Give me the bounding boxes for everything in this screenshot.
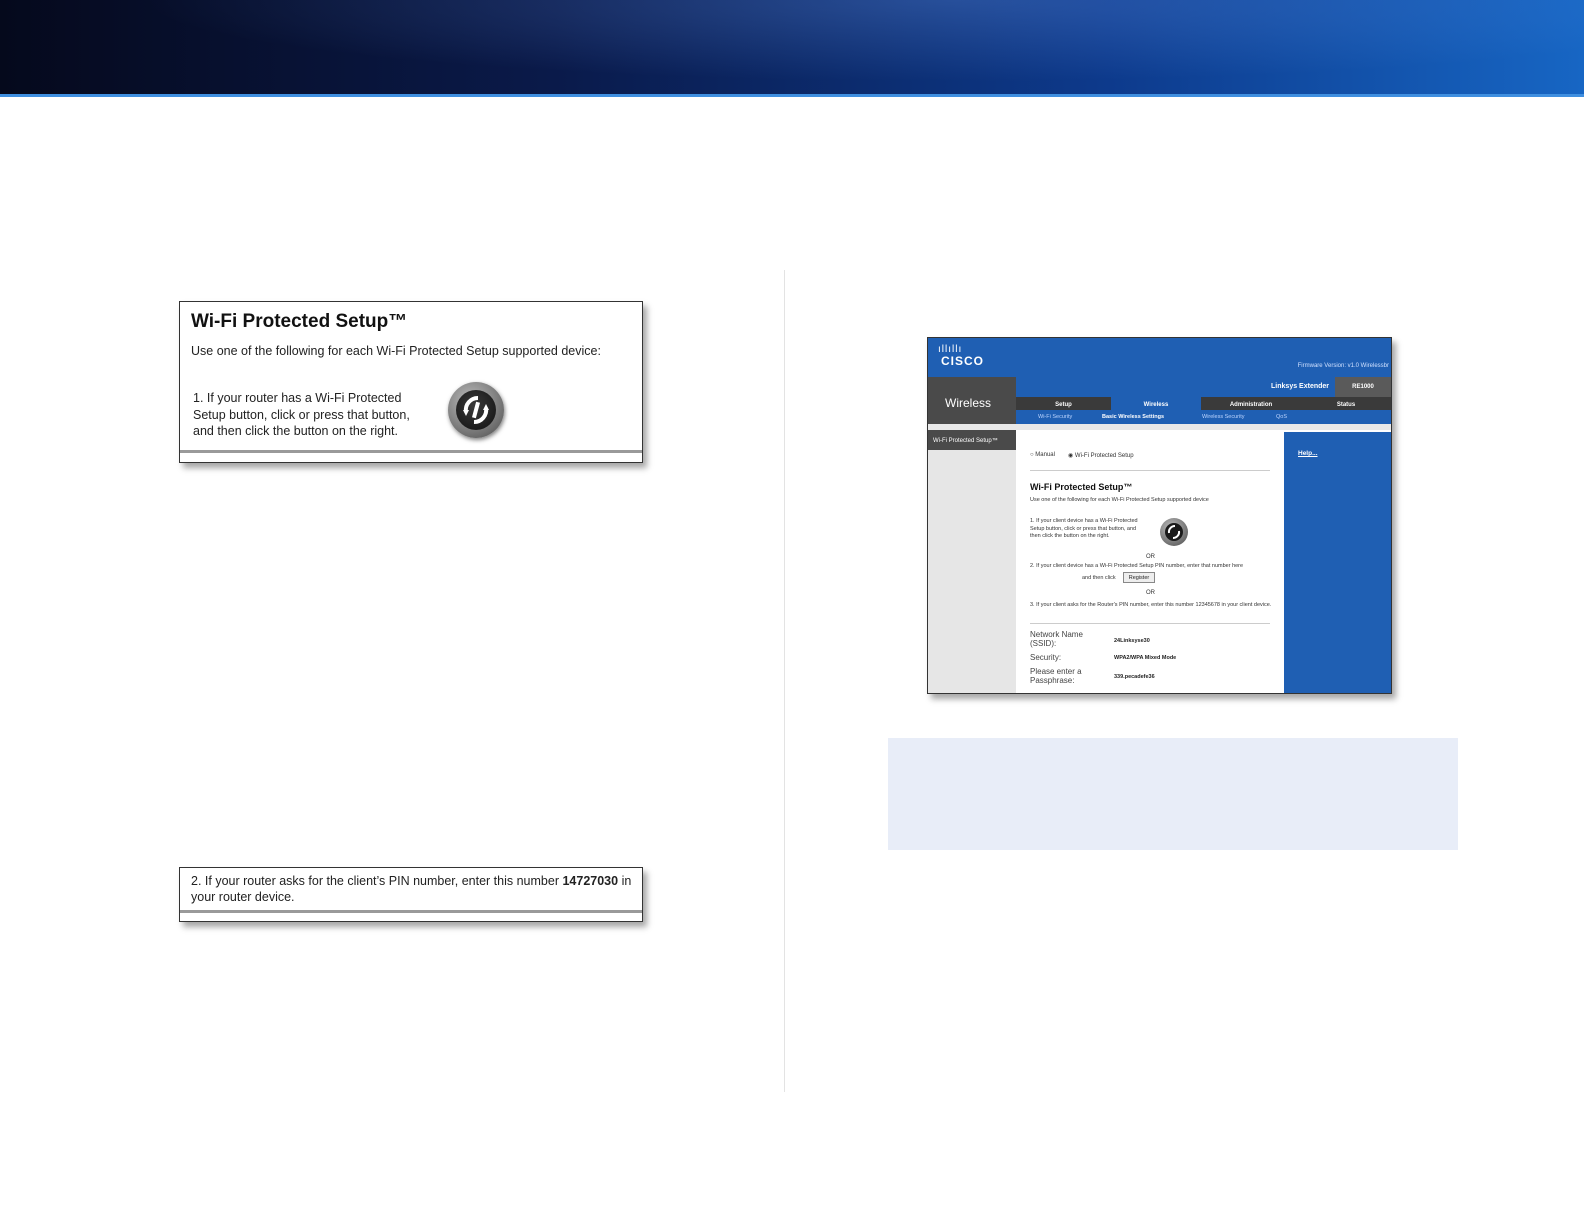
callout-bottom-rule	[180, 450, 642, 453]
header-banner	[0, 0, 1584, 96]
help-link[interactable]: Help...	[1298, 450, 1318, 457]
wps-title: Wi-Fi Protected Setup™	[1030, 482, 1133, 492]
header-glow	[0, 0, 1584, 96]
cisco-logo-bars: ıllıllı	[938, 344, 963, 355]
wps-option-3: 3. If your client asks for the Router's PIN number, enter this number 12345678 in your client device.	[1030, 602, 1272, 608]
router-sidebar	[928, 432, 1016, 693]
radio-wps-label: Wi-Fi Protected Setup	[1074, 453, 1134, 459]
cisco-logo: CISCO	[941, 354, 985, 368]
divider-rule	[1030, 470, 1270, 471]
firmware-version: Firmware Version: v1.0 Wirelessbr	[1297, 363, 1389, 369]
tab-wireless[interactable]: Wireless	[1111, 397, 1201, 410]
wps-option-2-cont: and then click	[1082, 575, 1116, 581]
wps-option-2: 2. If your client device has a Wi-Fi Protected Setup PIN number, enter that number here	[1030, 563, 1244, 569]
router-ui-screenshot	[927, 337, 1392, 694]
divider-rule-2	[1030, 623, 1270, 624]
router-main-panel	[1016, 432, 1284, 693]
subtab-qos[interactable]: QoS	[1276, 414, 1288, 420]
help-panel	[1284, 432, 1391, 693]
callout-title: Wi-Fi Protected Setup™	[191, 311, 408, 332]
product-strip	[1016, 377, 1391, 397]
wps-arrows-icon	[456, 390, 496, 430]
wps-button-icon[interactable]	[448, 382, 504, 438]
security-value: WPA2/WPA Mixed Mode	[1114, 655, 1177, 661]
passphrase-label: Please enter a Passphrase:	[1030, 667, 1082, 685]
ssid-label: Network Name (SSID):	[1030, 630, 1083, 648]
pin-callout	[179, 867, 643, 922]
column-divider	[784, 270, 785, 1092]
subtab-wifi-security[interactable]: Wi-Fi Security	[1038, 414, 1073, 420]
callout-item-1: 1. If your router has a Wi-Fi Protected Setup button, click or press that button, and then click the button on the right.	[193, 391, 410, 438]
pin-text-after: in your router device.	[191, 874, 632, 904]
or-separator-1: OR	[1146, 554, 1155, 560]
sub-tabs	[1016, 410, 1391, 424]
pin-number: 14727030	[562, 874, 619, 888]
model-number: RE1000	[1335, 377, 1391, 397]
pin-text-before: 2. If your router asks for the client’s PIN number, enter this number	[191, 874, 563, 888]
or-separator-2: OR	[1146, 590, 1155, 596]
pin-callout-text	[191, 873, 637, 905]
passphrase-value: 339.pecadefe36	[1114, 674, 1155, 680]
tab-setup[interactable]: Setup	[1055, 402, 1072, 408]
radio-wps[interactable]: ◉ Wi-Fi Protected Setup	[1068, 453, 1134, 459]
wps-option-1: 1. If your client device has a Wi-Fi Protected Setup button, click or press that button, and then click the button on the right.	[1030, 518, 1138, 539]
wps-arrows-icon-small	[1164, 522, 1184, 542]
wps-button-icon-small[interactable]	[1160, 518, 1188, 546]
register-button[interactable]: Register	[1123, 572, 1155, 583]
subtab-basic-wireless[interactable]: Basic Wireless Settings	[1102, 414, 1165, 420]
security-label: Security:	[1030, 653, 1062, 662]
subtab-wireless-security[interactable]: Wireless Security	[1202, 414, 1245, 420]
header-separator	[928, 424, 1391, 430]
radio-manual-label: Manual	[1035, 452, 1055, 458]
tab-status[interactable]: Status	[1336, 402, 1356, 408]
radio-manual[interactable]: ○ Manual	[1030, 452, 1055, 458]
note-box	[888, 738, 1458, 850]
callout-subtitle: Use one of the following for each Wi-Fi Protected Setup supported device:	[191, 344, 601, 358]
cisco-top-bar	[928, 338, 1391, 377]
wps-subtitle: Use one of the following for each Wi-Fi Protected Setup supported device	[1030, 497, 1209, 503]
main-tabs	[1016, 397, 1391, 410]
wps-callout	[179, 301, 643, 463]
ssid-value: 24Linksyse30	[1114, 638, 1150, 644]
product-name: Linksys Extender	[1271, 383, 1329, 390]
section-title: Wireless	[945, 396, 992, 410]
tab-administration[interactable]: Administration	[1229, 402, 1273, 408]
sidebar-item-wps[interactable]: Wi-Fi Protected Setup™	[928, 432, 1016, 450]
pin-callout-bottom-rule	[180, 910, 642, 913]
